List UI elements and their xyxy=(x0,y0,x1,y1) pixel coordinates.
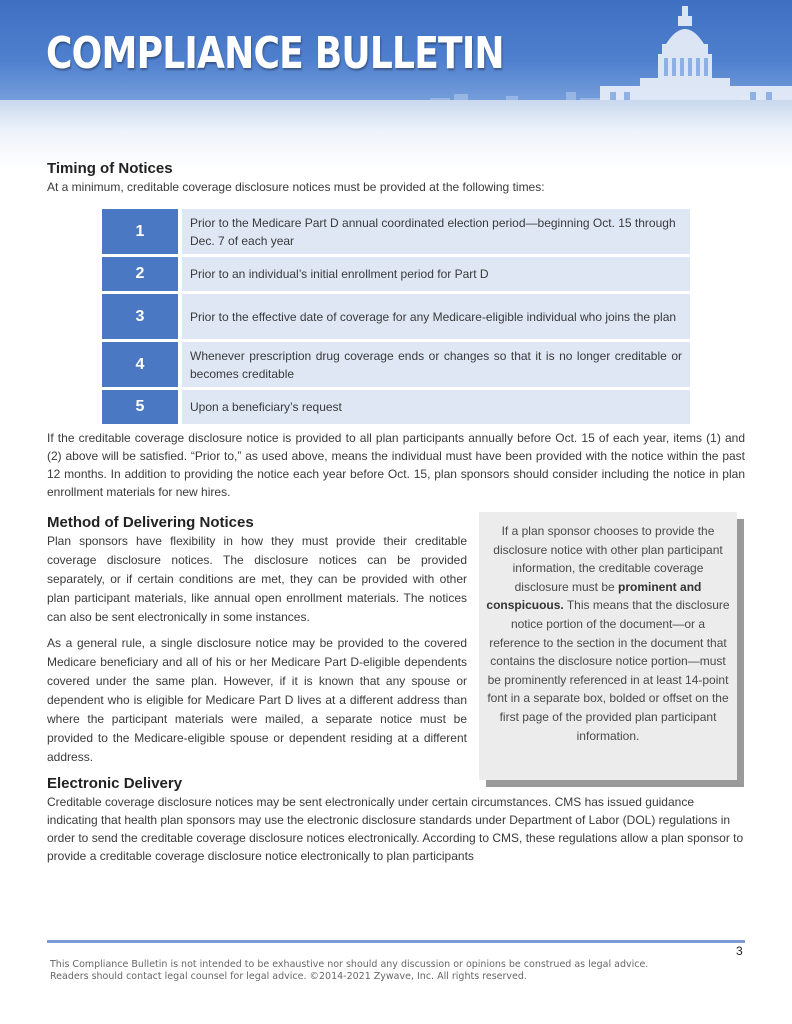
method-paragraph-2: As a general rule, a single disclosure notice may be provided to the covered Medicare beneficiary and all of his or her Medicare Part D-eligible dependents covered under the same plan. However, if it is known that any spouse or dependent who is eligible for Medicare Part D lives at a different address than where the participant materials were mailed, a separate notice must be provided to the Medicare-eligible spouse or dependent residing at a different address. xyxy=(47,636,467,764)
timing-text: Whenever prescription drug coverage ends or changes so that it is no longer creditable or becomes creditable xyxy=(182,342,690,387)
callout-bold-text: prominent and conspicuous. xyxy=(486,579,702,613)
electronic-heading: Electronic Delivery xyxy=(47,775,183,792)
timing-table xyxy=(102,206,690,427)
header-banner xyxy=(0,0,792,110)
timing-row xyxy=(102,390,690,424)
electronic-paragraph: Creditable coverage disclosure notices may be sent electronically under certain circumstances. CMS has issued guidance indicating that health plan sponsors may use the electronic disclosure standards under Department of Labor (DOL) regulations in order to send the creditable coverage disclosure notices electronically. According to CMS, these regulations allow a plan sponsor to provide a creditable coverage disclosure notice electronically to plan participants xyxy=(47,795,744,863)
timing-number: 1 xyxy=(102,209,178,254)
capitol-dome-graphic xyxy=(600,0,792,110)
timing-number: 2 xyxy=(102,257,178,291)
timing-heading: Timing of Notices xyxy=(47,160,173,177)
timing-text: Prior to the effective date of coverage for any Medicare-eligible individual who joins the plan xyxy=(182,294,690,339)
callout-box xyxy=(479,512,737,780)
timing-number: 5 xyxy=(102,390,178,424)
timing-number: 4 xyxy=(102,342,178,387)
timing-row xyxy=(102,342,690,387)
bulletin-title: COMPLIANCE BULLETIN xyxy=(46,28,504,79)
footer-disclaimer: This Compliance Bulletin is not intended to be exhaustive nor should any discussion or opinions be construed as legal advice. Readers should contact legal counsel for legal advice. ©2014-2021 Zywave, Inc. All rights reserved. xyxy=(50,959,649,982)
timing-intro: At a minimum, creditable coverage disclosure notices must be provided at the following times: xyxy=(47,180,545,194)
callout-text-1: If a plan sponsor chooses to provide the disclosure notice with other plan participant information, the creditable coverage disclosure must be xyxy=(493,524,723,594)
timing-row xyxy=(102,294,690,339)
timing-after-paragraph: If the creditable coverage disclosure notice is provided to all plan participants annually before Oct. 15 of each year, items (1) and (2) above will be satisfied. “Prior to,” as used above, means the individual must have been provided with the notice within the past 12 months. In addition to providing the notice each year before Oct. 15, plan sponsors should consider including the notice in plan enrollment materials for new hires. xyxy=(47,431,745,499)
callout-text-2: This means that the disclosure notice portion of the document—or a reference to the section in the document that contains the disclosure notice portion—must be prominently referenced in at least 14-point font in a separate box, bolded or offset on the first page of the provided plan participant information. xyxy=(487,598,730,743)
method-heading: Method of Delivering Notices xyxy=(47,514,254,531)
page-number: 3 xyxy=(736,944,743,958)
timing-text: Prior to the Medicare Part D annual coordinated election period—beginning Oct. 15 through Dec. 7 of each year xyxy=(182,209,690,254)
timing-row xyxy=(102,209,690,254)
footer-divider xyxy=(47,940,745,943)
timing-row xyxy=(102,257,690,291)
timing-number: 3 xyxy=(102,294,178,339)
timing-text: Upon a beneficiary’s request xyxy=(182,390,690,424)
method-paragraph-1: Plan sponsors have flexibility in how they must provide their creditable coverage disclosure notices. The disclosure notices can be provided separately, or if certain conditions are met, they can be provided with other plan participant materials, like annual open enrollment materials. The notices can also be sent electronically in some instances. xyxy=(47,534,467,624)
timing-text: Prior to an individual’s initial enrollment period for Part D xyxy=(182,257,690,291)
